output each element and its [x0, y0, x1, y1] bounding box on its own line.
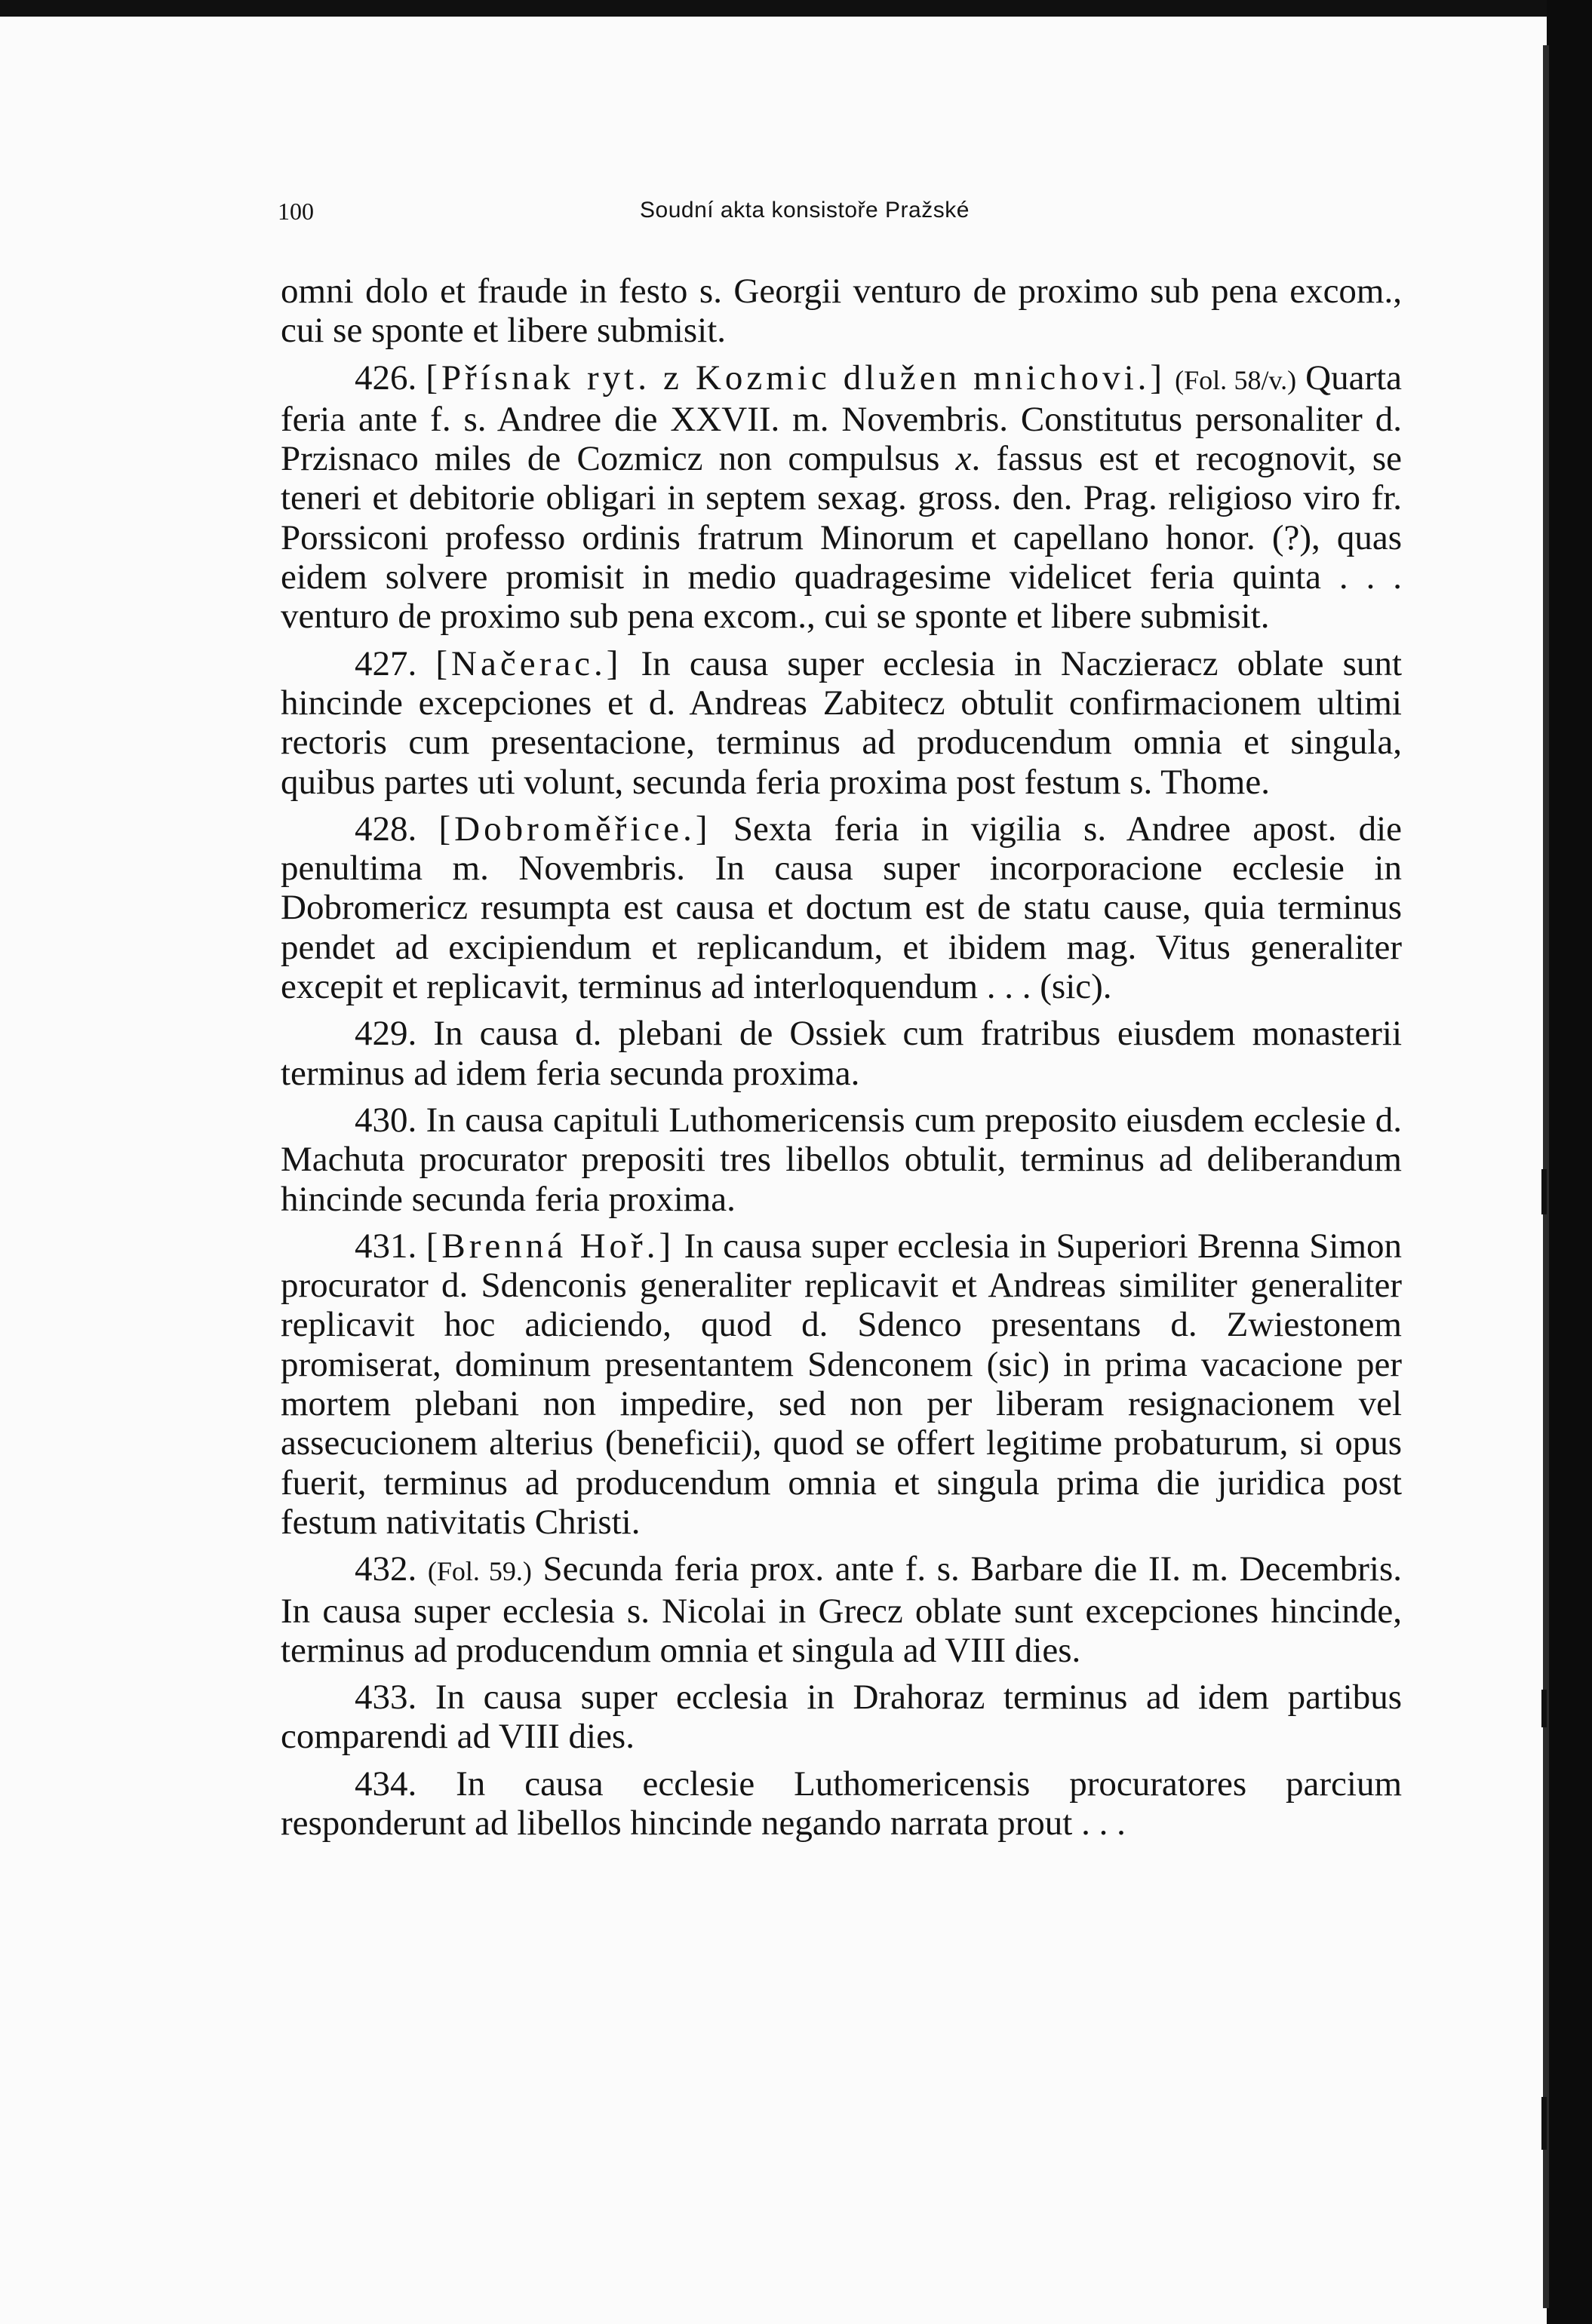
- entry-number: 434.: [355, 1764, 417, 1804]
- gutter-mark: [1541, 1690, 1547, 1727]
- entry-heading: [Brenná Hoř.]: [426, 1226, 675, 1266]
- entry-number: 428.: [355, 809, 417, 849]
- entry-number: 430.: [355, 1100, 417, 1140]
- entry-number: 429.: [355, 1014, 417, 1054]
- entry-427: [281, 644, 1402, 802]
- entry-text: In causa super ecclesia in Drahoraz terminus ad idem partibus comparendi ad VIII dies.: [281, 1678, 1402, 1757]
- editorial-mark: x: [955, 439, 972, 479]
- entry-number: 427.: [355, 643, 417, 683]
- entry-heading: [Dobroměřice.]: [438, 809, 711, 849]
- entry-429: [281, 1014, 1402, 1093]
- page-number: 100: [278, 198, 314, 225]
- entry-heading: [Přísnak ryt. z Kozmic dlužen mnichovi.]: [426, 358, 1166, 398]
- folio-reference: (Fol. 58/v.): [1175, 364, 1297, 395]
- body-text: [281, 272, 1402, 1850]
- scan-border-top: [0, 0, 1592, 17]
- entry-434: [281, 1764, 1402, 1844]
- entry-text: Sexta feria in vigilia s. Andree apost. die penultima m. Novembris. In causa super incorporacione ecclesie in Dobromericz resumpta est causa et doctum est de statu cause, quia terminus pendet ad excipiendum et replicandum, et ibidem mag. Vitus generaliter excepit et replicavit, terminus ad interloquendum . . . (sic).: [281, 809, 1403, 1007]
- entry-heading: [Načerac.]: [435, 643, 622, 683]
- entry-428: [281, 809, 1402, 1006]
- entry-text: In causa ecclesie Luthomericensis procuratores parcium responderunt ad libellos hincinde negando narrata prout . . .: [281, 1764, 1403, 1843]
- running-head: [278, 198, 1409, 228]
- entry-text: In causa capituli Luthomericensis cum preposito eiusdem ecclesie d. Machuta procurator prepositi tres libellos obtulit, terminus ad deliberandum hincinde secunda feria proxima.: [281, 1100, 1402, 1219]
- entry-text: Secunda feria prox. ante f. s. Barbare die II. m. Decembris. In causa super ecclesia s. Nicolai in Grecz oblate sunt excepciones hincinde, terminus ad producendum omnia et singula ad VIII dies.: [281, 1549, 1402, 1670]
- entry-text: In causa super ecclesia in Naczieracz oblate sunt hincinde excepciones et d. Andreas Zabitecz obtulit confirmacionem ultimi rectoris cum presentacione, terminus ad producendum omnia et singula, quibus partes uti volunt, secunda feria proxima post festum s. Thome.: [281, 643, 1403, 802]
- entry-number: 432.: [355, 1549, 417, 1589]
- gutter-mark: [1541, 2097, 1547, 2150]
- entry-text-continued: . fassus est et recognovit, se teneri et debitorie obligari in septem sexag. gross. den. Prag. religioso viro fr. Porssiconi professo ordinis fratrum Minorum et capellano honor. (?), quas eidem solvere promisit in medio quadragesime videlicet feria quinta . . . venturo de proximo sub pena excom., cui se sponte et libere submisit.: [281, 439, 1403, 637]
- entry-430: [281, 1101, 1402, 1219]
- scan-border-right: [1547, 0, 1592, 2324]
- entry-number: 431.: [355, 1226, 417, 1266]
- page-header-title: Soudní akta konsistoře Pražské: [640, 198, 970, 223]
- entry-text: In causa super ecclesia in Superiori Brenna Simon procurator d. Sdenconis generaliter replicavit et Andreas similiter generaliter replicavit hoc adiciendo, quod d. Sdenco presentans d. Zwiestonem promiserat, dominum presentantem Sdenconem (sic) in prima vacacione per mortem plebani non impedire, sed non per liberam resignacionem vel assecucionem alterius (beneficii), quod se offert legitime probaturum, si opus fuerit, terminus ad producendum omnia et singula prima die juridica post festum nativitatis Christi.: [281, 1226, 1403, 1542]
- entry-text: Quarta feria ante f. s. Andree die XXVII. m. Novembris. Constitutus personaliter d. Przisnaco miles de Cozmicz non compulsus: [281, 358, 1403, 479]
- paragraph-continued: [281, 272, 1402, 351]
- gutter-mark: [1541, 1169, 1547, 1214]
- entry-426: [281, 358, 1402, 637]
- entry-number: 433.: [355, 1678, 417, 1718]
- folio-reference: (Fol. 59.): [427, 1556, 532, 1587]
- entry-text: In causa d. plebani de Ossiek cum fratribus eiusdem monasterii terminus ad idem feria secunda proxima.: [281, 1014, 1402, 1093]
- entry-432: [281, 1549, 1402, 1670]
- entry-number: 426.: [355, 358, 417, 398]
- entry-431: [281, 1226, 1402, 1542]
- paragraph-text: omni dolo et fraude in festo s. Georgii venturo de proximo sub pena excom., cui se sponte et libere submisit.: [281, 272, 1402, 351]
- entry-433: [281, 1678, 1402, 1757]
